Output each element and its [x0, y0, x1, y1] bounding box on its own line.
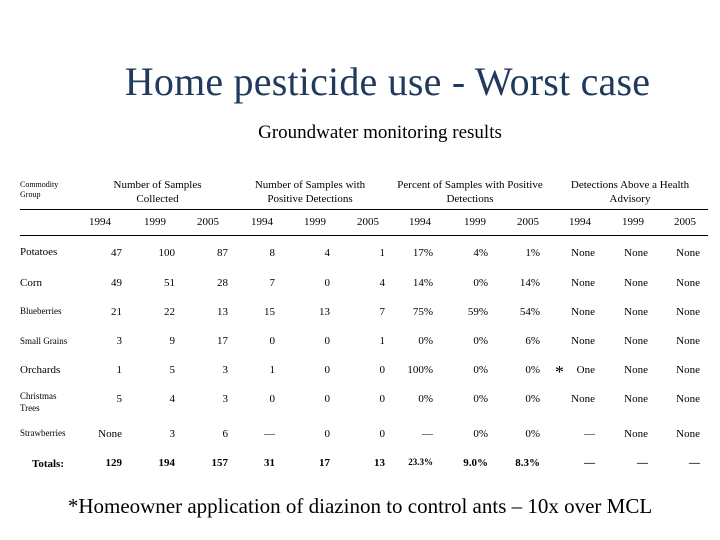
table-cell: None	[571, 277, 595, 289]
page-title: Home pesticide use - Worst case	[124, 59, 651, 104]
year-header: 1999	[464, 216, 486, 228]
footnote: *Homeowner application of diazinon to control ants – 10x over MCL	[67, 494, 653, 518]
table-cell: None	[571, 306, 595, 318]
table-cell: None	[624, 393, 648, 405]
table-cell: 13	[374, 457, 385, 469]
table-cell: —	[422, 428, 433, 440]
table-cell: 7	[269, 277, 275, 289]
table-cell: One	[576, 364, 595, 376]
table-cell: None	[676, 335, 700, 347]
year-header: 2005	[197, 216, 219, 228]
years-divider	[20, 235, 708, 236]
year-header: 1994	[89, 216, 111, 228]
table-cell: None	[571, 247, 595, 259]
table-cell: None	[624, 335, 648, 347]
year-header: 2005	[674, 216, 696, 228]
group-header-collected: Number of Samples Collected	[113, 179, 202, 205]
header-divider	[20, 209, 708, 210]
table-cell: 0%	[525, 428, 540, 440]
table-cell: None	[571, 335, 595, 347]
table-cell: None	[676, 428, 700, 440]
table-cell: None	[624, 306, 648, 318]
table-cell: None	[676, 393, 700, 405]
table-cell: 0	[269, 393, 275, 405]
table-cell: 17	[217, 335, 228, 347]
table-cell: 17%	[412, 247, 433, 259]
year-header: 1999	[622, 216, 644, 228]
table-cell: 8.3%	[515, 457, 540, 469]
table-cell: 59%	[467, 306, 488, 318]
table-cell: 6%	[525, 335, 540, 347]
table-cell: 9.0%	[463, 457, 488, 469]
table-cell: 22	[164, 306, 175, 318]
table-cell: None	[676, 247, 700, 259]
table-cell: 1	[379, 247, 385, 259]
table-cell: None	[624, 247, 648, 259]
table-cell: 0%	[525, 393, 540, 405]
table-cell: 87	[217, 247, 228, 259]
table-cell: 4	[169, 393, 175, 405]
table-cell: 17	[319, 457, 330, 469]
table-cell: 3	[116, 335, 122, 347]
table-cell: 4	[379, 277, 385, 289]
table-cell: 0	[324, 364, 330, 376]
table-cell: 3	[169, 428, 175, 440]
year-header: 1999	[304, 216, 326, 228]
group-header-positive: Number of Samples with Positive Detections	[254, 179, 366, 205]
table-cell: 14%	[412, 277, 433, 289]
table-cell: —	[689, 457, 700, 469]
footnote-marker: *	[555, 362, 564, 382]
table-cell: 15	[264, 306, 275, 318]
table-cell: 0	[269, 335, 275, 347]
year-header: 1994	[569, 216, 591, 228]
table-cell: 0%	[473, 393, 488, 405]
table-cell: 13	[319, 306, 330, 318]
table-cell: 0	[379, 364, 385, 376]
table-cell: 5	[169, 364, 175, 376]
table-cell: —	[584, 428, 595, 440]
table-cell: None	[624, 277, 648, 289]
group-header-percent: Percent of Samples with Positive Detections	[397, 179, 543, 205]
table-cell: 7	[379, 306, 385, 318]
table-cell: None	[676, 277, 700, 289]
table-cell: 1	[116, 364, 122, 376]
table-cell: 0	[379, 393, 385, 405]
row-label: Potatoes	[20, 246, 58, 258]
row-label: Strawberries	[20, 428, 66, 438]
table-cell: 6	[222, 428, 228, 440]
row-label: Orchards	[20, 364, 61, 376]
table-cell: —	[637, 457, 648, 469]
table-cell: 51	[164, 277, 175, 289]
table-cell: 23.3%	[408, 457, 433, 467]
table-cell: 157	[211, 457, 228, 469]
table-cell: 14%	[519, 277, 540, 289]
table-cell: None	[624, 364, 648, 376]
row-label: Corn	[20, 277, 42, 289]
table-cell: 100	[158, 247, 175, 259]
table-cell: 54%	[519, 306, 540, 318]
table-cell: 0	[324, 428, 330, 440]
table-cell: 3	[222, 364, 228, 376]
table-cell: 13	[217, 306, 228, 318]
table-cell: None	[571, 393, 595, 405]
table-cell: 129	[105, 457, 122, 469]
row-label: Christmas Trees	[20, 391, 57, 413]
table-cell: None	[98, 428, 122, 440]
table-cell: None	[676, 306, 700, 318]
table-cell: 1	[269, 364, 275, 376]
table-cell: 21	[111, 306, 122, 318]
table-cell: —	[584, 457, 595, 469]
commodity-header: Commodity Group	[20, 180, 59, 199]
table-cell: —	[264, 428, 275, 440]
table-cell: 4%	[473, 247, 488, 259]
table-cell: 0	[324, 277, 330, 289]
table-cell: 0%	[418, 335, 433, 347]
table-cell: 0%	[473, 364, 488, 376]
table-cell: 49	[111, 277, 122, 289]
year-header: 2005	[517, 216, 539, 228]
table-cell: 0%	[418, 393, 433, 405]
table-cell: 0%	[525, 364, 540, 376]
table-cell: 0	[324, 335, 330, 347]
table-cell: 0	[324, 393, 330, 405]
table-cell: 0	[379, 428, 385, 440]
table-cell: 3	[222, 393, 228, 405]
table-cell: 1	[379, 335, 385, 347]
table-cell: 0%	[473, 277, 488, 289]
year-header: 2005	[357, 216, 379, 228]
table-cell: None	[624, 428, 648, 440]
table-cell: 1%	[525, 247, 540, 259]
table-cell: 0%	[473, 335, 488, 347]
page-subtitle: Groundwater monitoring results	[258, 122, 502, 143]
table-cell: 100%	[407, 364, 433, 376]
table-cell: 0%	[473, 428, 488, 440]
year-header: 1994	[409, 216, 431, 228]
table-cell: 31	[264, 457, 275, 469]
row-label: Small Grains	[20, 336, 68, 346]
year-header: 1994	[251, 216, 273, 228]
row-label: Totals:	[32, 458, 64, 470]
table-cell: 194	[158, 457, 175, 469]
table-cell: 47	[111, 247, 122, 259]
row-label: Blueberries	[20, 306, 62, 316]
table-cell: None	[676, 364, 700, 376]
table-cell: 8	[269, 247, 275, 259]
table-cell: 9	[169, 335, 175, 347]
table-cell: 5	[116, 393, 122, 405]
group-header-advisory: Detections Above a Health Advisory	[570, 179, 690, 205]
table-cell: 28	[217, 277, 228, 289]
year-header: 1999	[144, 216, 166, 228]
table-cell: 75%	[412, 306, 433, 318]
table-cell: 4	[324, 247, 330, 259]
